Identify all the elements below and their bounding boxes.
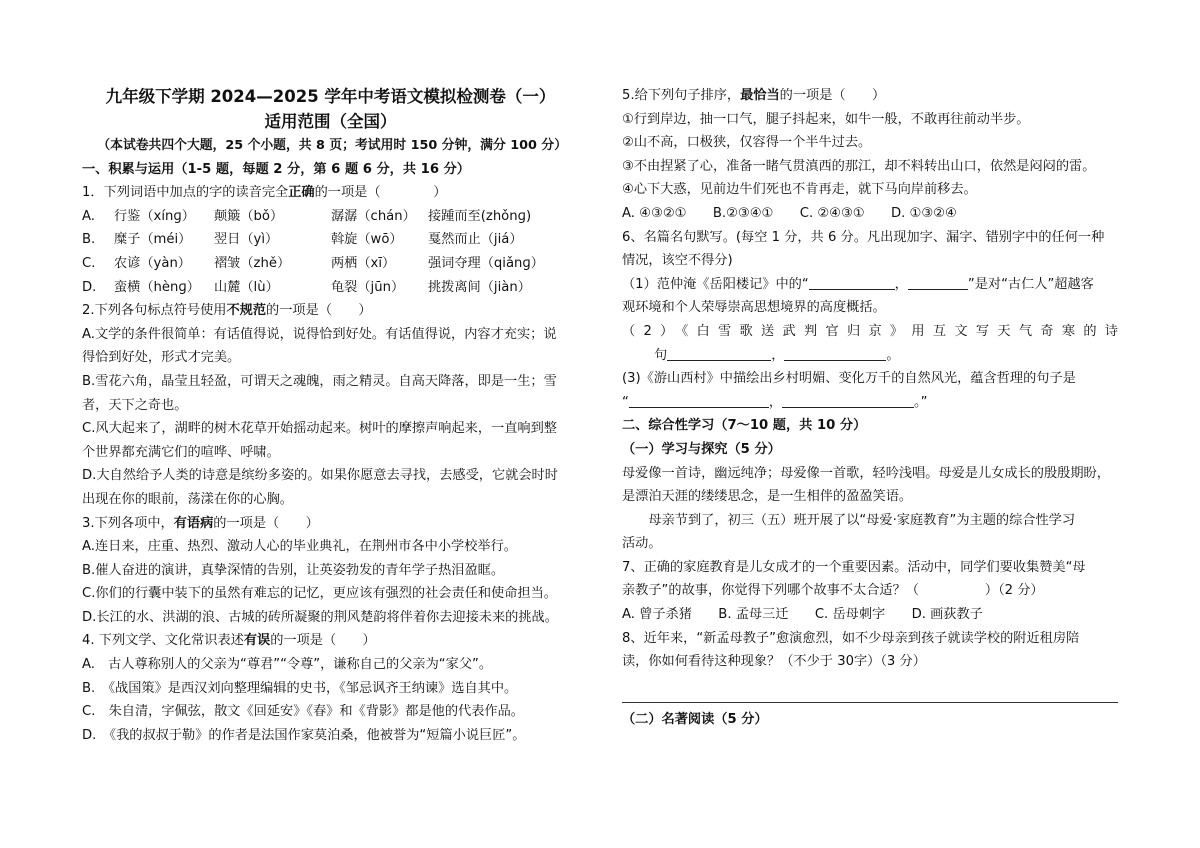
- q2-option-line: 者，天下之奇也。: [82, 397, 188, 413]
- answer-blank[interactable]: [782, 392, 914, 408]
- q1-stem-post: 的一项是（ ）: [314, 185, 447, 201]
- q4-option-c: C. 朱自清，字佩弦，散文《回延安》《春》和《背影》都是他的代表作品。: [82, 704, 524, 720]
- option-word: 两栖（xī）: [331, 255, 396, 271]
- q7-options: A. 曾子杀猪 B. 孟母三迁 C. 岳母刺字 D. 画荻教子: [622, 607, 983, 623]
- q2-option-line: 得恰到好处，形式才完美。: [82, 350, 241, 366]
- q5-stem-post: 的一项是（ ）: [779, 88, 886, 103]
- option-word: 农谚（yàn）: [114, 255, 191, 271]
- q5-stem: [622, 84, 1118, 108]
- answer-blank[interactable]: [908, 274, 968, 290]
- q4-stem-post: 的一项是（ ）: [270, 633, 376, 649]
- section2-heading: 二、综合性学习（7～10 题，共 10 分）: [622, 418, 867, 434]
- q6-item1-sep: ，: [894, 276, 908, 292]
- answer-line[interactable]: [622, 702, 1118, 703]
- q2-stem: [82, 299, 579, 323]
- q6-item3-sep: ，: [768, 394, 783, 410]
- q6-item3: (3)《游山西村》中描绘出乡村明媚、变化万千的自然风光，蕴含哲理的句子是: [622, 371, 1076, 387]
- q2-option-line: C.风大起来了，湖畔的树木花草开始摇动起来。树叶的摩擦声响起来，一直响到整: [82, 421, 557, 437]
- q6-item1-prefix: （1）范仲淹《岳阳楼记》中的“: [622, 276, 809, 292]
- q3-stem-bold: 有语病: [173, 515, 214, 531]
- option-letter: A.: [82, 208, 95, 224]
- q6-item3-close: 。”: [914, 394, 928, 410]
- q7-stem: 7、正确的家庭教育是儿女成才的一个重要因素。活动中，同学们要收集赞美“母: [622, 559, 1086, 575]
- q6-item2-end: 。: [886, 347, 900, 363]
- q3-stem-post: 的一项是（ ）: [213, 515, 319, 531]
- q8-stem: 8、近年来，“新孟母教子”愈演愈烈，如不少母亲到孩子就读学校的附近租房陪: [622, 630, 1080, 646]
- q4-stem-pre: 4. 下列文学、文化常识表述: [82, 633, 244, 649]
- q2-option-line: 个世界都充满它们的喧哗、呼啸。: [82, 444, 280, 460]
- q5-options: A. ④③②① B.②③④① C. ②④③① D. ①③②④: [622, 205, 957, 221]
- q4-option-b: B. 《战国策》是西汉刘向整理编辑的史书，《邹忌讽齐王纳谏》选自其中。: [82, 680, 518, 696]
- q2-stem-bold: 不规范: [226, 303, 267, 319]
- q6-item3-open: “: [622, 394, 629, 410]
- q8-stem-cont: 读，你如何看待这种现象？（不少于 30字）（3 分）: [622, 654, 926, 670]
- option-word: 蛮横（hènɡ）: [114, 279, 200, 295]
- answer-blank[interactable]: [784, 345, 886, 361]
- option-word: 糜子（méi）: [114, 232, 192, 248]
- option-word: 潺潺（chán）: [331, 208, 416, 224]
- answer-blank[interactable]: [667, 345, 771, 361]
- q3-stem: [82, 512, 579, 536]
- option-word: 强词夺理（qiǎnɡ）: [428, 255, 544, 271]
- q5-sentence: ③不由捏紧了心，准备一睹气贯滇西的那江，却不料转出山口，依然是闷闷的雷。: [622, 158, 1096, 174]
- section2-sub1-heading: （一）学习与探究（5 分）: [622, 441, 781, 457]
- q2-option-line: B.雪花六角，晶莹且轻盈，可谓天之魂魄，雨之精灵。自高天降落，即是一生；雪: [82, 373, 557, 389]
- q1-stem: [82, 181, 579, 205]
- q6-item2-prefix: 句: [654, 347, 668, 363]
- option-word: 褶皱（zhě）: [214, 255, 291, 271]
- q6-item1: [622, 273, 1118, 297]
- q4-option-a: A. 古人尊称别人的父亲为“尊君”“令尊”，谦称自己的父亲为“家父”。: [82, 657, 493, 673]
- q4-stem-bold: 有误: [243, 633, 271, 649]
- q3-option-d: D.长江的水、洪湖的浪、古城的砖所凝聚的荆风楚韵将伴着你去迎接未来的挑战。: [82, 609, 558, 625]
- q2-option-line: 出现在你的眼前，荡漾在你的心胸。: [82, 491, 293, 507]
- q2-option-line: D.大自然给予人类的诗意是缤纷多姿的。如果你愿意去寻找，去感受，它就会时时: [82, 468, 558, 484]
- q5-sentence: ②山不高，口极狭，仅容得一个半牛过去。: [622, 135, 872, 151]
- q2-stem-post: 的一项是（ ）: [266, 303, 372, 319]
- option-word: 颠簸（bǒ）: [214, 208, 284, 224]
- q1-stem-bold: 正确: [288, 185, 315, 201]
- q3-option-b: B.催人奋进的演讲，真挚深情的告别，让英姿勃发的青年学子热泪盈眶。: [82, 562, 505, 578]
- q5-stem-bold: 最恰当: [740, 88, 780, 103]
- q7-stem-cont: 亲教子”的故事，你觉得下列哪个故事不太合适？（ ）（2 分）: [622, 583, 1044, 599]
- q1-option-c: [82, 252, 579, 276]
- option-word: 翌日（yì）: [214, 232, 279, 248]
- q3-stem-pre: 3.下列各项中，: [82, 515, 174, 531]
- option-word: 行鉴（xínɡ）: [114, 208, 195, 224]
- q2-stem-pre: 2.下列各句标点符号使用: [82, 303, 227, 319]
- q1-option-a: [82, 205, 579, 229]
- option-letter: B.: [82, 232, 96, 248]
- exam-subtitle: 适用范围（全国）: [264, 112, 397, 131]
- option-word: 接踵而至(zhǒnɡ): [428, 208, 532, 224]
- option-word: 挑拨离间（jiàn）: [428, 279, 531, 295]
- q5-sentence: ①行到岸边，抽一口气，腿子抖起来，如牛一般，不敢再往前动半步。: [622, 111, 1030, 127]
- q6-item3-cont: [622, 391, 1118, 415]
- option-letter: C.: [82, 255, 96, 271]
- exam-notice: （本试卷共四个大题，25 个小题，共 8 页；考试用时 150 分钟，满分 100 分）: [97, 138, 567, 153]
- right-column: [622, 84, 1118, 731]
- section2-intro: 活动。: [622, 536, 662, 552]
- section2-intro: 是漂泊天涯的缕缕思念，是一生相伴的盈盈笑语。: [622, 489, 913, 505]
- q5-sentence: ④心下大惑，见前边牛们死也不肯再走，就下马向岸前移去。: [622, 182, 977, 198]
- q6-item2-cont: [622, 344, 1118, 368]
- q6-stem: 6、名篇名句默写。(每空 1 分，共 6 分。凡出现加字、漏字、错别字中的任何一种: [622, 229, 1105, 245]
- left-column: [82, 84, 579, 747]
- answer-blank[interactable]: [629, 392, 769, 408]
- option-word: 斡旋（wō）: [331, 232, 403, 248]
- q6-stem-cont: 情况，该空不得分): [622, 253, 733, 269]
- q1-option-d: [82, 276, 579, 300]
- q4-option-d: D. 《我的叔叔于勒》的作者是法国作家莫泊桑，他被誉为“短篇小说巨匠”。: [82, 727, 526, 743]
- option-word: 龟裂（jūn）: [331, 279, 405, 295]
- q6-item1-suffix: ”是对“古仁人”超越客: [967, 276, 1094, 292]
- q5-stem-pre: 5.给下列句子排序，: [622, 88, 741, 103]
- answer-blank[interactable]: [809, 274, 895, 290]
- section2-intro: 母爱像一首诗，幽远纯净；母爱像一首歌，轻吟浅唱。母爱是儿女成长的殷殷期盼，: [622, 465, 1110, 481]
- q2-option-line: A.文学的条件很简单：有话值得说，说得恰到好处。有话值得说，内容才充实；说: [82, 326, 557, 342]
- option-letter: D.: [82, 279, 97, 295]
- q6-item2: （2）《白雪歌送武判官归京》用互文写天气奇寒的诗: [622, 323, 1118, 339]
- q1-stem-pre: 1．下列词语中加点的字的读音完全: [82, 185, 289, 201]
- section2-sub2-heading: （二）名著阅读（5 分）: [622, 711, 768, 727]
- option-word: 戛然而止（jiá）: [428, 232, 523, 248]
- q6-item2-sep: ，: [771, 347, 785, 363]
- section2-intro: 母亲节到了，初三（五）班开展了以“母爱·家庭教育”为主题的综合性学习: [648, 512, 1076, 528]
- q3-option-a: A.连日来，庄重、热烈、激动人心的毕业典礼，在荆州市各中小学校举行。: [82, 539, 517, 555]
- q1-option-b: [82, 228, 579, 252]
- q6-item1-cont: 观环境和个人荣辱崇高思想境界的高度概括。: [622, 300, 886, 316]
- q4-stem: [82, 629, 579, 653]
- q3-option-c: C.你们的行囊中装下的虽然有难忘的记忆，更应该有强烈的社会责任和使命担当。: [82, 586, 557, 602]
- option-word: 山麓（lù）: [214, 279, 279, 295]
- section1-heading: 一、积累与运用（1-5 题，每题 2 分，第 6 题 6 分，共 16 分）: [82, 161, 470, 177]
- exam-title: 九年级下学期 2024—2025 学年中考语文模拟检测卷（一）: [105, 87, 556, 106]
